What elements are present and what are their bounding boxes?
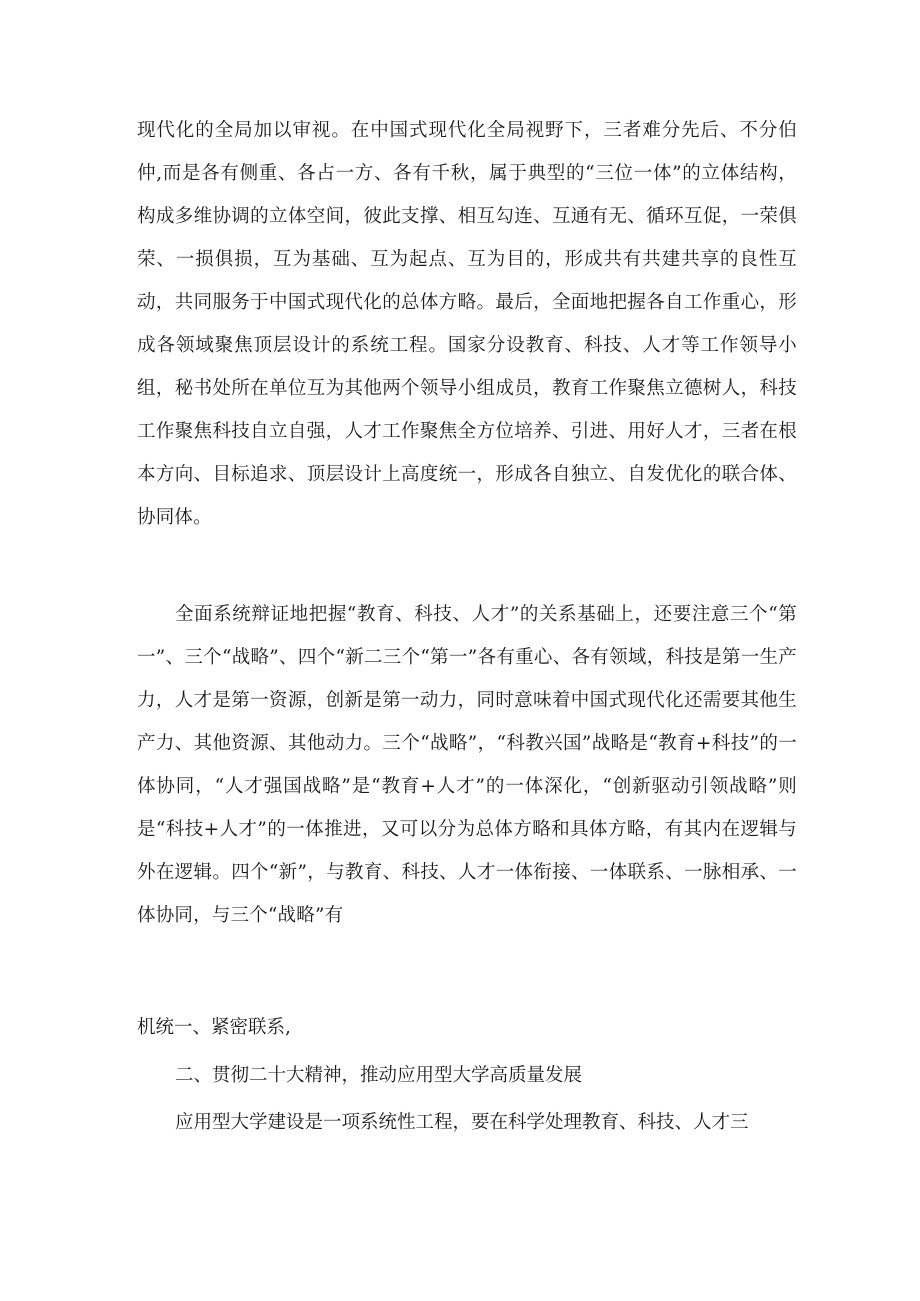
body-paragraph-2-continuation: 机统一、紧密联系, xyxy=(137,1017,291,1038)
body-paragraph-2: 全面系统辩证地把握“教育、科技、人才”的关系基础上，还要注意三个“第一”、三个“战略”、四个“新二三个“第一”各有重心、各有领域，科技是第一生产力，人才是第一资源，创新是第一动力，同时意味着中国式现代化还需要其他生产力、其他资源、其他动力。三个“战略”，“科教兴国”战略是“教育+科技”的一体协同，“人才强国战略”是“教育+人才”的一体深化，“创新驱动引领战略”则是“科技+人才”的一体推进，又可以分为总体方略和具体方略，有其内在逻辑与外在逻辑。四个“新”，与教育、科技、人才一体衔接、一体联系、一脉相承、一体协同，与三个“战略”有 xyxy=(137,604,797,926)
body-paragraph-3: 应用型大学建设是一项系统性工程，要在科学处理教育、科技、人才三 xyxy=(175,1112,749,1133)
body-paragraph-1: 现代化的全局加以审视。在中国式现代化全局视野下，三者难分先后、不分伯仲,而是各有侧重、各占一方、各有千秋，属于典型的“三位一体”的立体结构，构成多维协调的立体空间，彼此支撑、相互勾连、互通有无、循环互促，一荣俱荣、一损俱损，互为基础、互为起点、互为目的，形成共有共建共享的良性互动，共同服务于中国式现代化的总体方略。最后，全面地把握各自工作重心，形成各领域聚焦顶层设计的系统工程。国家分设教育、科技、人才等工作领导小组，秘书处所在单位互为其他两个领导小组成员，教育工作聚焦立德树人，科技工作聚焦科技自立自强，人才工作聚焦全方位培养、引进、用好人才，三者在根本方向、目标追求、顶层设计上高度统一，形成各自独立、自发优化的联合体、协同体。 xyxy=(137,120,797,528)
section-heading: 二、贯彻二十大精神，推动应用型大学高质量发展 xyxy=(175,1065,583,1086)
